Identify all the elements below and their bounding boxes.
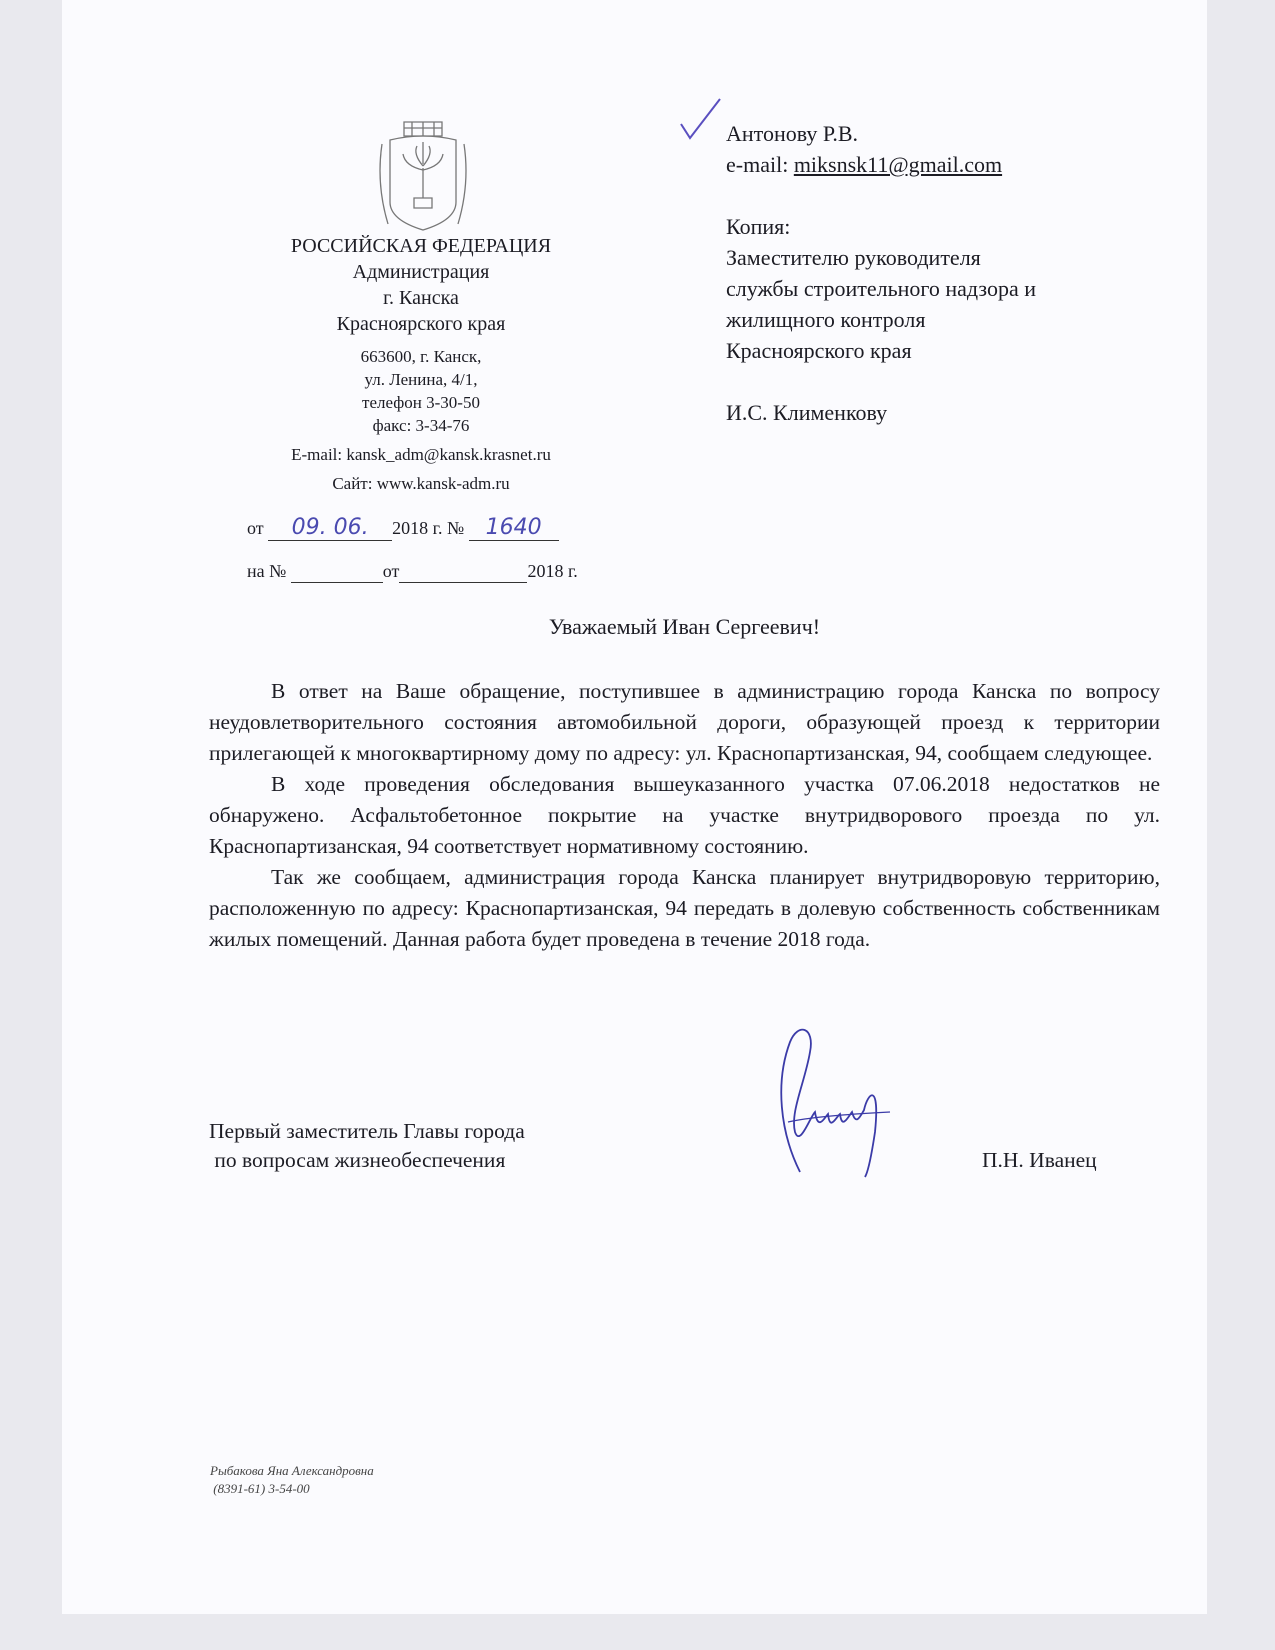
handwritten-date: 09. 06. [291,515,369,540]
handwritten-signature [770,1022,905,1184]
addressee-name: Антонову Р.В. [726,121,859,146]
outgoing-ref-line [247,515,559,541]
phone-line: телефон 3-30-50 [362,393,480,412]
letterhead [231,233,611,495]
position-line: по вопросам жизнеобеспечения [209,1148,506,1172]
coat-of-arms-emblem [376,118,471,236]
letterhead-country: РОССИЙСКАЯ ФЕДЕРАЦИЯ [290,235,552,257]
copy-line: Заместителю руководителя [726,245,981,270]
handwritten-number: 1640 [485,515,542,540]
incoming-ref-line [247,561,578,583]
addressee-block [726,118,1036,428]
address-line: ул. Ленина, 4/1, [364,370,478,389]
ref-ot-label: от [247,518,264,538]
reply-na-label: на № [247,561,287,581]
letterhead-org: Администрация [352,261,490,283]
copy-line: Красноярского края [726,338,912,363]
reply-year-label: 2018 г. [527,561,578,581]
letterhead-email: E-mail: kansk_adm@kansk.krasnet.ru [291,445,551,464]
addressee-email-link[interactable]: miksnsk11@gmail.com [793,152,1003,177]
executor-footer [210,1462,374,1498]
signatory-position [209,1117,525,1175]
letterhead-site: Сайт: www.kansk-adm.ru [332,474,510,493]
letterhead-city: г. Канска [383,287,459,309]
position-line: Первый заместитель Главы города [209,1119,525,1143]
copy-name: И.С. Клименкову [726,400,888,425]
body-paragraph: В ходе проведения обследования вышеуказанного участка 07.06.2018 недостатков не обнаружено. Асфальтобетонное покрытие на участке внутридворового проезда по ул. Краснопартизанская, 94 соответствует нормативному состоянию. [209,772,1160,858]
body-paragraph: Так же сообщаем, администрация города Канска планирует внутридворовую территорию, расположенную по адресу: Краснопартизанская, 94 передать в долевую собственность собственникам жилых помещений. Данная работа будет проведена в течение 2018 года. [209,865,1160,951]
executor-name: Рыбакова Яна Александровна [210,1463,374,1478]
email-label: e-mail: [726,152,789,177]
address-line: 663600, г. Канск, [360,347,482,366]
checkmark-icon [678,96,724,142]
greeting: Уважаемый Иван Сергеевич! [548,614,821,639]
letterhead-region: Красноярского края [336,313,506,335]
copy-label: Копия: [726,214,791,239]
copy-line: жилищного контроля [726,307,926,332]
signatory-name: П.Н. Иванец [982,1148,1097,1172]
ref-year-label: 2018 г. № [392,518,465,538]
copy-line: службы строительного надзора и [726,276,1036,301]
letter-body [209,676,1160,955]
fax-line: факс: 3-34-76 [372,416,470,435]
executor-phone: (8391-61) 3-54-00 [210,1481,310,1496]
reply-ot-label: от [382,561,400,581]
body-paragraph: В ответ на Ваше обращение, поступившее в администрацию города Канска по вопросу неудовлетворительного состояния автомобильной дороги, образующей проезд к территории прилегающей к многоквартирному дому по адресу: ул. Краснопартизанская, 94, сообщаем следующее. [209,679,1160,765]
